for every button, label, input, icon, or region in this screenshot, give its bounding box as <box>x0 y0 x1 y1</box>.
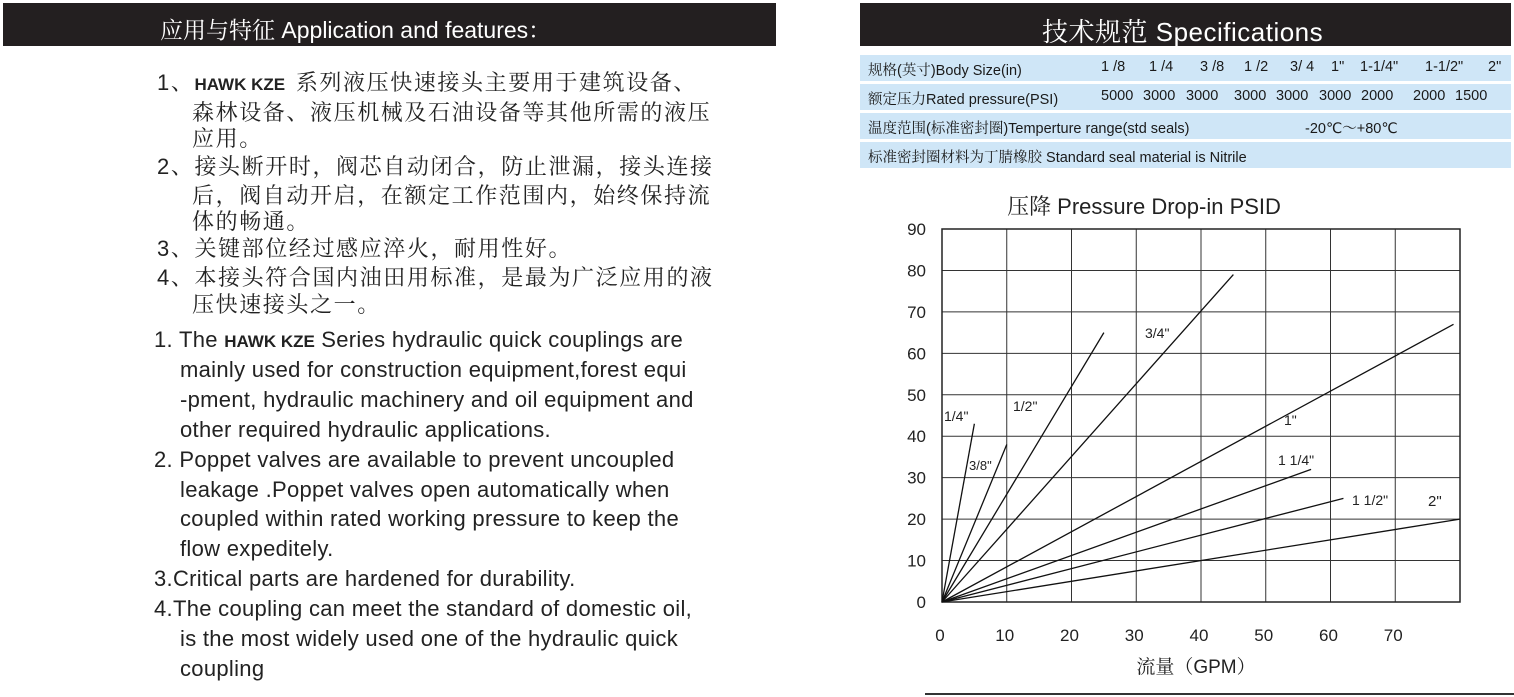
en-item-2-line-1 <box>154 445 674 475</box>
en-item-1-line-2 <box>180 355 687 385</box>
cn-item-text: 森林设备、液压机械及石油设备等其他所需的液压 <box>192 100 712 125</box>
series-line <box>942 275 1233 602</box>
en-item-text: flow expeditely. <box>180 536 334 561</box>
y-tick-label: 70 <box>907 302 926 322</box>
cn-item-text: 后，阀自动开启，在额定工作范围内，始终保持流 <box>192 183 712 208</box>
cn-item-text: 关键部位经过感应淬火，耐用性好。 <box>194 236 573 261</box>
spec-row-value: 3000 <box>1319 88 1352 104</box>
series-label: 1" <box>1284 412 1297 428</box>
series-label: 3/8" <box>969 458 992 473</box>
cn-item-number: 4、 <box>157 265 195 290</box>
series-line <box>942 498 1343 602</box>
cn-item-2-line-3 <box>192 207 310 236</box>
cn-item-4-line-1 <box>157 263 714 292</box>
features-header <box>3 3 776 46</box>
en-item-number: 4. <box>154 596 173 621</box>
brand-name: HAWK KZE <box>194 75 290 94</box>
en-item-4-line-1 <box>154 594 692 624</box>
spec-row-value: 1-1/2" <box>1425 59 1464 75</box>
cn-item-1-line-3 <box>192 124 263 153</box>
y-tick-label: 60 <box>907 344 926 364</box>
y-tick-label: 50 <box>907 385 926 405</box>
series-label: 1/2" <box>1013 398 1038 414</box>
spec-row-label: 温度范围(标准密封圈)Temperture range(std seals) <box>868 121 1190 137</box>
spec-row-value: 3000 <box>1186 88 1219 104</box>
en-item-text: coupled within rated working pressure to keep the <box>180 506 679 531</box>
cn-item-number: 3、 <box>157 236 195 261</box>
x-tick-label: 50 <box>1254 626 1274 645</box>
cn-item-text: 系列液压快速接头主要用于建筑设备、 <box>295 70 698 95</box>
en-item-number: 2. <box>154 447 180 472</box>
cn-item-text: 本接头符合国内油田用标准，是最为广泛应用的液 <box>194 265 714 290</box>
en-item-text: -pment, hydraulic machinery and oil equipment and <box>180 387 694 412</box>
cn-item-4-line-2 <box>192 290 381 319</box>
spec-row-value: 1-1/4" <box>1360 59 1399 75</box>
cn-item-text: 体的畅通。 <box>192 209 311 234</box>
spec-row <box>860 55 1511 81</box>
pressure-drop-chart <box>880 185 1500 685</box>
en-item-text: leakage .Poppet valves open automatically when <box>180 477 670 502</box>
cn-item-1-line-1 <box>157 68 697 99</box>
en-item-4-line-2 <box>180 624 678 654</box>
series-label: 2" <box>1428 493 1442 510</box>
en-item-4-line-3 <box>180 654 264 684</box>
x-axis-label: 流量（GPM） <box>1136 657 1256 678</box>
spec-row-value: 3000 <box>1234 88 1267 104</box>
brand-name: HAWK KZE <box>224 332 315 351</box>
features-header-title: 应用与特征 Application and features： <box>160 17 552 43</box>
spec-row-label: 标准密封圈材料为丁腈橡胶 Standard seal material is Nitrile <box>868 150 1247 166</box>
spec-row <box>860 113 1511 139</box>
x-tick-label: 20 <box>1060 626 1079 645</box>
en-item-text: other required hydraulic applications. <box>180 417 551 442</box>
spec-row-value: 2" <box>1488 59 1502 75</box>
y-tick-label: 40 <box>907 427 926 447</box>
y-tick-label: 10 <box>907 551 926 571</box>
spec-row-value: 5000 <box>1101 88 1134 104</box>
en-item-1-line-4 <box>180 415 551 445</box>
x-tick-label: 60 <box>1319 626 1338 645</box>
spec-row-value: -20℃～+80℃ <box>1305 121 1398 137</box>
en-item-text: Critical parts are hardened for durability. <box>172 566 576 591</box>
en-item-text: The coupling can meet the standard of domestic oil, <box>172 596 693 621</box>
y-tick-label: 90 <box>907 220 926 239</box>
spec-row-value: 1500 <box>1455 88 1488 104</box>
en-item-text: coupling <box>180 656 265 681</box>
cn-item-2-line-2 <box>192 181 711 210</box>
chart-title: 压降 Pressure Drop-in PSID <box>1007 194 1281 219</box>
spec-row-value: 1 /4 <box>1149 59 1174 75</box>
en-item-text: Poppet valves are available to prevent uncoupled <box>179 447 675 472</box>
en-item-text: is the most widely used one of the hydraulic quick <box>180 626 679 651</box>
spec-row-value: 1 /2 <box>1244 59 1269 75</box>
spec-row-value: 3000 <box>1276 88 1309 104</box>
x-tick-label: 70 <box>1383 626 1403 645</box>
spec-row-label: 规格(英寸)Body Size(in) <box>868 63 1022 79</box>
en-item-text: mainly used for construction equipment,forest equi <box>180 357 687 382</box>
spec-row-value: 2000 <box>1413 88 1446 104</box>
en-item-3-line-1 <box>154 564 576 594</box>
series-label: 1/4" <box>944 408 969 424</box>
x-tick-label: 10 <box>995 626 1015 645</box>
spec-row-value: 3 /8 <box>1200 59 1225 75</box>
en-item-text: Series hydraulic quick couplings are <box>314 327 684 352</box>
en-item-2-line-3 <box>180 504 679 534</box>
en-item-2-line-4 <box>180 534 334 564</box>
specifications-header <box>860 3 1511 46</box>
cn-item-1-line-2 <box>192 98 711 127</box>
y-tick-label: 20 <box>907 510 926 530</box>
spec-row <box>860 142 1511 168</box>
spec-row-value: 3000 <box>1143 88 1176 104</box>
y-tick-label: 30 <box>907 468 926 488</box>
spec-row-value: 3/ 4 <box>1290 59 1315 75</box>
x-tick-label: 0 <box>935 626 945 645</box>
x-tick-label: 30 <box>1124 626 1144 645</box>
cn-item-text: 接头断开时，阀芯自动闭合，防止泄漏，接头连接 <box>194 154 714 179</box>
spec-row-label: 额定压力Rated pressure(PSI) <box>868 92 1059 108</box>
series-label: 3/4" <box>1145 325 1170 341</box>
cn-item-text: 压快速接头之一。 <box>192 292 381 317</box>
en-item-1-line-3 <box>180 385 694 415</box>
en-item-number: 1. The <box>154 327 225 352</box>
cn-item-number: 2、 <box>157 154 195 179</box>
cn-item-3-line-1 <box>157 234 572 263</box>
en-item-number: 3. <box>154 566 173 591</box>
cn-item-text: 应用。 <box>192 126 263 151</box>
spec-row-value: 2000 <box>1361 88 1394 104</box>
spec-row-value: 1" <box>1331 59 1345 75</box>
series-line <box>942 469 1311 602</box>
en-item-1-line-1 <box>154 325 683 357</box>
y-tick-label: 0 <box>916 593 926 612</box>
spec-row-value: 1 /8 <box>1101 59 1126 75</box>
en-item-2-line-2 <box>180 475 670 505</box>
y-tick-label: 80 <box>907 261 926 281</box>
spec-row <box>860 84 1511 110</box>
series-label: 1 1/4" <box>1278 452 1315 468</box>
cn-item-number: 1、 <box>157 70 195 95</box>
x-tick-label: 40 <box>1189 626 1209 645</box>
specifications-header-title: 技术规范 Specifications <box>1042 17 1324 47</box>
series-label: 1 1/2" <box>1352 492 1389 508</box>
cn-item-2-line-1 <box>157 152 714 181</box>
bottom-divider <box>925 693 1514 695</box>
